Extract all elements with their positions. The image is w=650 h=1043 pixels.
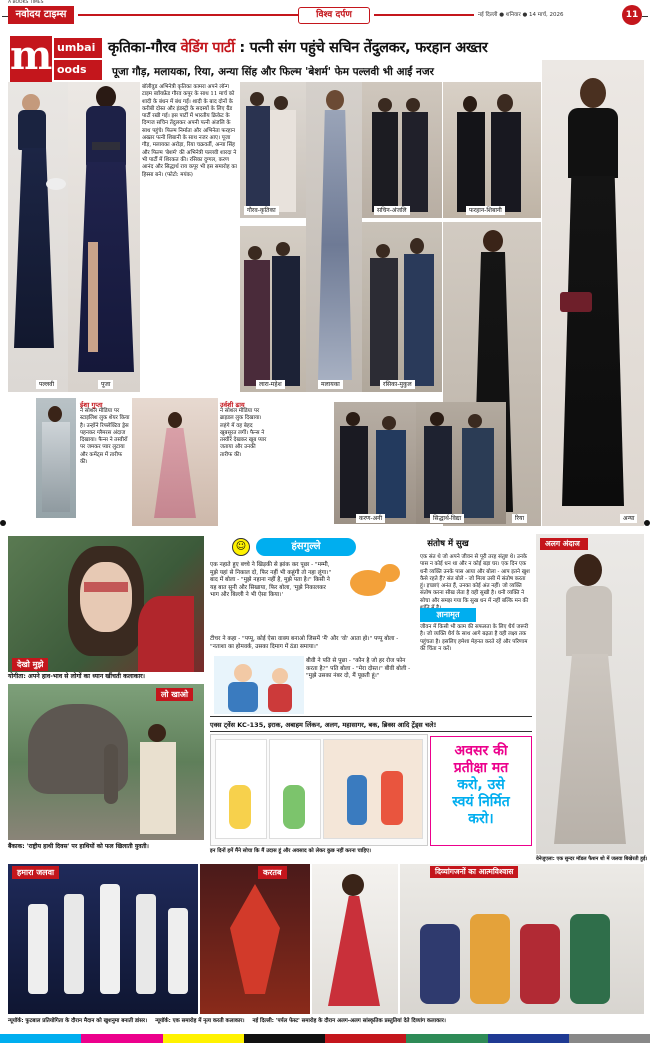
brand-logo: नवोदय टाइम्स xyxy=(8,6,74,24)
photo-pooja xyxy=(68,82,140,392)
label-divyangjan: दिव्यांगजनों का आत्मविश्वास xyxy=(430,866,518,878)
figure-shape xyxy=(168,412,182,428)
figure-shape xyxy=(404,254,434,386)
gyanamrit-text: जीवन में किसी भी काम की सफलता के लिए धैर्य जरूरी है। जो व्यक्ति धैर्य के साथ आगे बढ़ता है वही लक्ष्य तक पहुंचता है। इसलिए हमेशा मेहनत करते रहें और परिणाम की चिंता न करें। xyxy=(420,624,529,652)
dateline: नई दिल्ली ● शनिवार ● 14 मार्च, 2026 xyxy=(478,12,564,18)
color-swatch xyxy=(488,1034,569,1043)
photo-gaurav-kritika xyxy=(240,82,306,218)
figure-shape xyxy=(326,90,344,110)
logo-line1: umbai xyxy=(54,38,102,58)
figure-shape xyxy=(234,664,252,682)
figure-shape xyxy=(136,894,156,994)
humour-header xyxy=(210,536,420,558)
label-elephant: लो खाओ xyxy=(156,688,193,701)
photo-lara-mahesh xyxy=(240,226,306,392)
headline-part1: कृतिका-गौरव xyxy=(108,40,181,56)
figure-shape xyxy=(48,406,62,422)
figure-shape xyxy=(276,242,290,256)
figure-shape xyxy=(18,110,46,150)
figure-shape xyxy=(138,596,194,672)
caption-bottom-3: नई दिल्ली: 'पर्पल फेस्ट' समारोह के दौरान अलग-अलग सांस्कृतिक प्रस्तुतियां देते दिव्यांग कलाकार। xyxy=(252,1018,446,1024)
elephant-trunk-shape xyxy=(104,744,118,804)
registration-mark xyxy=(644,520,650,526)
photo-kartab xyxy=(200,864,310,1014)
figure-shape xyxy=(574,554,602,586)
cartoon-headline: एक्स ट्वेंस KC-135, इराक, अबाहम लिंकन, अलग, महासागर, बक, ब्रिक्स आदि ट्रेंड्स चले! xyxy=(210,716,532,732)
figure-shape xyxy=(378,98,392,112)
caption-karan-ani: करण-अनी xyxy=(356,514,385,523)
label-alag-andaz: अलग अंदाज xyxy=(540,538,588,550)
figure-shape xyxy=(468,414,482,428)
story-text: बॉलीवुड अभिनेत्री कृतिका कामरा अपने लॉन्ग टाइम ब्वॉयफ्रेंड गौरव कपूर के साथ 11 मार्च को शादी के बंधन में बंध गईं। शादी के बाद दोनों के करीबी दोस्त और इंडस्ट्री के सदस्यों के लिए ग्रैंड पार्टी रखी गई। इस पार्टी में भारतीय क्रिकेट के दिग्गज सचिन तेंदुलकर अपनी पत्नी अंजलि के साथ पहुंचे। फिल्म निर्माता और अभिनेता फरहान अख्तर पत्नी शिबानी के साथ नजर आए। पूजा गौड़, मलायका अरोड़ा, रिया चक्रवर्ती, अन्या सिंह और फिल्म 'बेशर्म' की अभिनेत्री पल्लवी शारदा ने भी पार्टी में शिरकत की। रसिका दुग्गल, करण आनंद और सिद्धार्थ राय कपूर भी इस समारोह का हिस्सा बने। (फोटो: मयंक) xyxy=(142,84,237,178)
figure-shape xyxy=(246,106,270,212)
caption-bottom-1: न्यूयॉर्क: फुटबाल प्रतियोगिता के दौरान मैदान को खुशनुमा बनाती डांसर। xyxy=(8,1018,148,1024)
figure-shape xyxy=(382,416,396,430)
photo-siddharth-vidya xyxy=(416,402,506,524)
figure-shape xyxy=(268,684,292,712)
figure-shape xyxy=(372,112,398,212)
smiley-icon: ☺ xyxy=(232,538,250,556)
photo-urvashi xyxy=(132,398,218,526)
cat-illustration xyxy=(336,560,412,610)
humour-joke1: एक नहाते हुए बच्चे ने खिड़की से झांक कर पूछा - "मम्मी, मुझे यहां से निकाल दो, फिर नहीं भी कहूंगी तो नहा लूंगा।" बाद में बोला - "मुझे नहाना नहीं है, मुझे पता है।" किसी ने यह बात सुनी और सिखाया, फिर बोला, 'मुझे निकालकर भाग और बिल्ली ने भी ऐसा किया।' xyxy=(210,562,332,599)
isha-text: ने सोशल मीडिया पर स्टाइलिश लुक शेयर किया है। उन्होंने रिफ्लेक्टिव ड्रेस पहनकर ग्लैमरस अंदाज दिखाया। फैन्स ने तस्वीरों पर जमकर प्यार लुटाया और कमेंट्स में तारीफ की। xyxy=(80,408,130,466)
caption-rasika-mukul: रसिका-मुकुल xyxy=(380,380,415,389)
crop-mark xyxy=(642,16,648,17)
figure-shape xyxy=(376,430,406,518)
urvashi-text: ने सोशल मीडिया पर ब्राइडल लुक दिखाया। लहंगे में वह बेहद खूबसूरत लगीं। फैन्स ने तस्वीरें देखकर खूब प्यार जताया और उनकी तारीफ की। xyxy=(220,408,267,458)
cartoon-figure xyxy=(347,775,367,825)
figure-shape xyxy=(154,428,196,518)
figure-shape xyxy=(228,682,258,712)
caption-gaurav-kritika: गौरव-कृतिका xyxy=(244,206,279,215)
figure-shape xyxy=(568,108,618,178)
figure-shape xyxy=(462,428,494,518)
logo-line2: oods xyxy=(54,60,102,80)
masthead xyxy=(8,0,642,32)
figure-shape xyxy=(340,426,368,518)
figure-shape xyxy=(148,724,166,742)
caption-anya: अन्या xyxy=(620,514,637,523)
color-swatch xyxy=(325,1034,406,1043)
subheadline: पूजा गौड़, मलायका, रिया, अन्या सिंह और फिल्म 'बेशर्म' फेम पल्लवी भी आईं नजर xyxy=(112,66,434,78)
figure-shape xyxy=(28,904,48,994)
figure-shape xyxy=(580,78,606,108)
figure-shape xyxy=(140,742,176,834)
figure-shape xyxy=(463,96,477,112)
caption-elephant: बैंकाक: 'राष्ट्रीय हाथी दिवस' पर हाथियों को फल खिलाती युवती। xyxy=(8,843,149,850)
logo-letter: m xyxy=(10,36,52,82)
gyanamrit-title: ज्ञानामृत xyxy=(420,608,476,622)
photo-malaika xyxy=(306,82,362,392)
bottom-captions xyxy=(8,1016,644,1028)
label-hamara-jalwa: हमारा जलवा xyxy=(12,866,59,879)
caption-pooja: पूजा xyxy=(98,380,113,389)
figure-shape xyxy=(424,426,452,518)
section-title: विश्व दर्पण xyxy=(298,7,370,24)
caption-riya: रिया xyxy=(512,514,527,523)
cartoon-figure xyxy=(381,771,403,825)
quote-box xyxy=(430,736,532,846)
color-swatch xyxy=(569,1034,650,1043)
headline-part2: : पत्नी संग पहुंचे सचिन तेंदुलकर, फरहान अख्तर xyxy=(234,40,488,56)
caption-pallavi: पल्लवी xyxy=(36,380,57,389)
cartoon-panel xyxy=(323,739,423,839)
figure-shape xyxy=(520,924,560,1004)
caption-yogita: योगीता: अपने हाव-भाव से लोगों का ध्यान खींचती कलाकार। xyxy=(8,673,145,680)
figure-shape xyxy=(42,422,70,512)
caption-alag-andaz: वेनेजुएला: एक सुन्दर मॉडल फैशन शो में जलवा बिखेरती हुई। xyxy=(536,856,648,862)
phone-illustration xyxy=(214,656,304,714)
registration-mark xyxy=(0,520,6,526)
caption-bottom-2: न्यूयॉर्क: एक समारोह में नृत्य करती कलाकार। xyxy=(155,1018,245,1024)
figure-shape xyxy=(491,112,521,212)
figure-shape xyxy=(402,112,428,212)
paint-shape xyxy=(84,582,128,592)
figure-shape xyxy=(92,142,120,150)
photo-rasika-mukul xyxy=(362,222,442,392)
santosh-text: एक संत थे जो अपने जीवन से पूरी तरह संतुष्ट थे। उनके पास न कोई धन था और न कोई बड़ा घर। एक दिन एक धनी व्यक्ति उनके पास आया और बोला - आप इतने खुश कैसे रहते हैं? संत बोले - जो मिला उसी में संतोष करता हूं। इच्छाएं अनंत हैं, उनका कोई अंत नहीं। जो व्यक्ति संतोष करना सीख लेता है वही सुखी है। धनी व्यक्ति ने सोचा और समझ गया कि सुख धन में नहीं बल्कि मन की xyxy=(420,554,530,604)
photo-kartab-2 xyxy=(312,864,398,1014)
photo-yogita xyxy=(8,536,204,672)
santosh-title: संतोष में सुख xyxy=(427,539,469,549)
figure-shape xyxy=(483,230,503,252)
isha-title: ईशा गुप्ता xyxy=(80,401,103,409)
figure-shape xyxy=(370,258,398,386)
figure-shape xyxy=(570,914,610,1004)
cartoon-figure xyxy=(283,785,305,829)
photo-alag-andaz xyxy=(536,534,644,854)
figure-shape xyxy=(270,110,296,212)
figure-shape xyxy=(566,586,612,656)
figure-shape xyxy=(420,924,460,1004)
photo-anya xyxy=(542,60,644,526)
label-kartab: करतब xyxy=(258,866,287,879)
figure-shape xyxy=(554,654,626,844)
color-swatch xyxy=(244,1034,325,1043)
quote-line1: अवसर की xyxy=(454,743,508,759)
figure-shape xyxy=(244,260,270,386)
figure-shape xyxy=(88,242,98,352)
urvashi-title: उर्वशी ढाय xyxy=(220,401,245,409)
figure-shape xyxy=(406,98,420,112)
photo-pallavi xyxy=(8,82,68,392)
figure-shape xyxy=(248,246,262,260)
figure-shape xyxy=(168,908,188,994)
humour-joke2: टीचर ने कहा - "पप्पू, कोई ऐसा वाक्य बनाओ जिसमें 'मैं' और 'वो' आता हो।" पप्पू बोला - "नताशा का होमवर्क, उसका दिमाग में ठंडा समाया।" xyxy=(210,636,399,650)
figure-shape xyxy=(272,256,300,386)
photo-farhan-shibani xyxy=(443,82,541,218)
figure-shape xyxy=(346,412,360,426)
page-number: 11 xyxy=(622,5,642,25)
figure-shape xyxy=(497,94,513,112)
cartoon-strip-caption: इन दिनों हमें मैंने सोचा कि मैं उदास हूं और अवसाद को लेकर कुछ नहीं करना चाहिए। xyxy=(210,848,371,854)
mumbai-moods-logo xyxy=(10,32,102,82)
bag-shape xyxy=(560,292,592,312)
figure-shape xyxy=(328,896,380,1006)
photo-elephant xyxy=(8,684,204,840)
color-swatch xyxy=(81,1034,162,1043)
quote-line5: करो। xyxy=(468,811,494,827)
caption-lara-mahesh: लारा-महेश xyxy=(256,380,285,389)
cat-head-shape xyxy=(380,564,400,582)
figure-shape xyxy=(100,884,120,994)
quote-line4: स्वयं निर्मित xyxy=(452,794,510,810)
label-yogita: देखो मुझे xyxy=(12,658,48,671)
caption-farhan-shibani: फरहान-शिबानी xyxy=(466,206,505,215)
figure-shape xyxy=(318,110,352,380)
figure-shape xyxy=(410,238,424,254)
figure-shape xyxy=(46,178,66,190)
caption-sachin-anjali: सचिन-अंजलि xyxy=(374,206,410,215)
face-shape xyxy=(80,562,132,632)
figure-shape xyxy=(14,148,54,348)
masthead-small-title: A BOOKS TIMES xyxy=(8,0,44,5)
figure-shape xyxy=(562,176,624,506)
figure-shape xyxy=(457,112,485,212)
photo-divyangjan xyxy=(400,864,644,1014)
figure-shape xyxy=(274,96,288,110)
section-rule-left xyxy=(78,14,298,16)
figure-shape xyxy=(342,874,364,896)
figure-shape xyxy=(78,162,134,372)
caption-malaika: मलायका xyxy=(318,380,343,389)
headline xyxy=(108,37,644,59)
color-swatch xyxy=(163,1034,244,1043)
figure-shape xyxy=(272,668,288,684)
cartoon-figure xyxy=(229,785,251,829)
section-rule-right xyxy=(374,14,474,16)
cartoon-strip xyxy=(210,734,428,846)
figure-shape xyxy=(86,106,126,166)
figure-shape xyxy=(96,86,116,108)
humour-joke3: बीवी ने पति से पूछा - "कौन है जो हर रोज फोन करता है?" पति बोला - "मेरा दोस्त।" बीवी बोली - "मुझे उसका नंबर दो, मैं पूछती हूं।" xyxy=(306,658,411,680)
quote-line2: प्रतीक्षा मत xyxy=(453,760,509,776)
photo-karan-ani xyxy=(334,402,416,524)
headline-highlight: वेडिंग पार्टी xyxy=(180,40,235,56)
figure-shape xyxy=(430,412,444,426)
color-bar xyxy=(0,1034,650,1043)
caption-siddharth-vidya: सिद्धार्थ-विद्या xyxy=(430,514,464,523)
figure-shape xyxy=(470,914,510,1004)
quote-line3: करो, उसे xyxy=(457,777,505,793)
figure-shape xyxy=(64,894,84,994)
figure-shape xyxy=(230,884,280,994)
color-swatch xyxy=(406,1034,487,1043)
photo-sachin-anjali xyxy=(362,82,442,218)
color-swatch xyxy=(0,1034,81,1043)
photo-isha-gupta xyxy=(36,398,76,518)
figure-shape xyxy=(376,244,390,258)
humour-title: हंसगुल्ले xyxy=(256,538,356,556)
figure-shape xyxy=(250,92,264,106)
photo-dancers xyxy=(8,864,198,1014)
